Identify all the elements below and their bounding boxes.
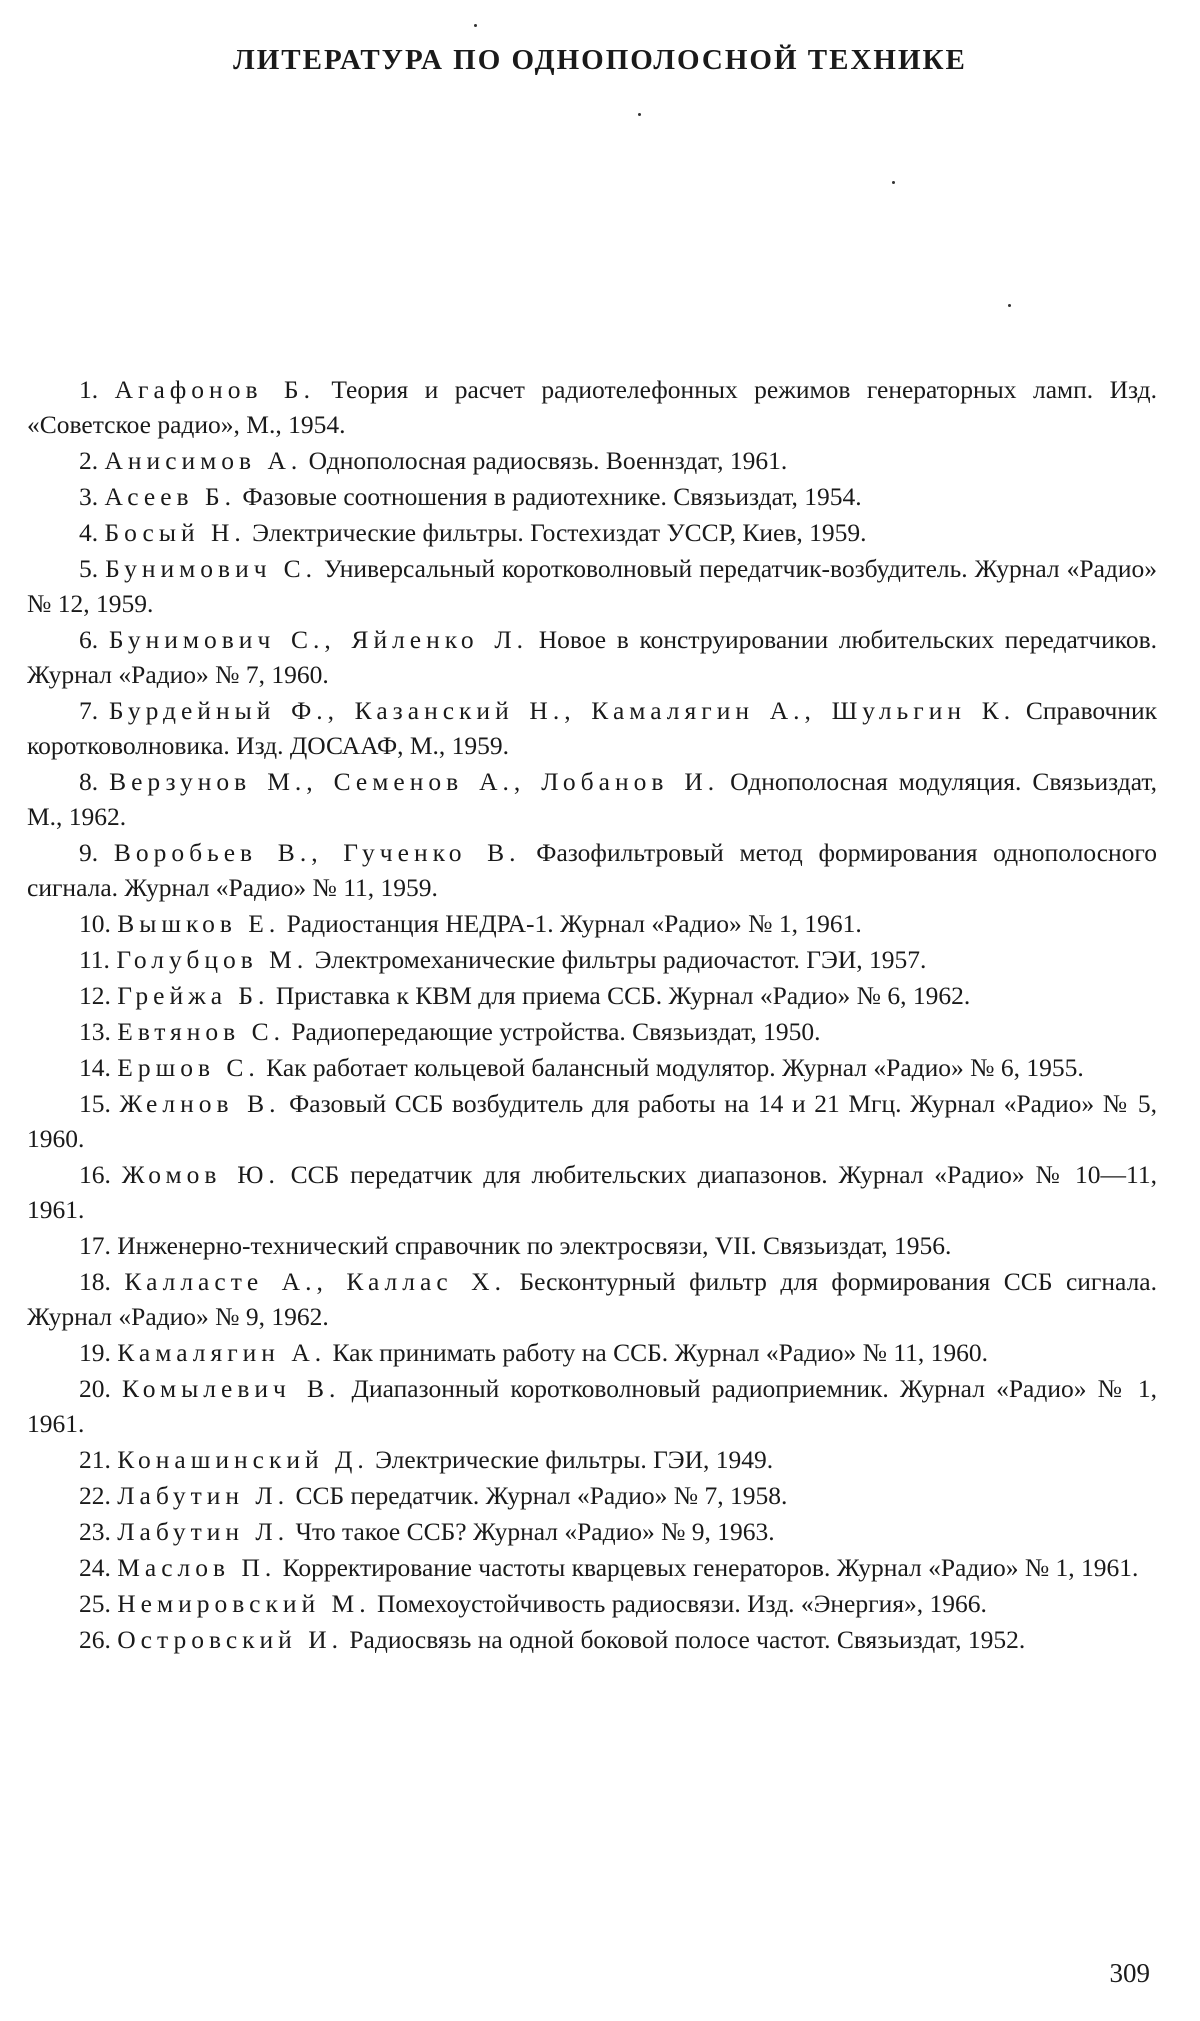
reference-number: 26. (79, 1625, 111, 1654)
reference-entry (27, 1514, 1157, 1549)
scan-speck (892, 181, 895, 184)
reference-text: Инженерно-технический справочник по электросвязи, VII. Связьиздат, 1956. (117, 1231, 952, 1260)
reference-entry (27, 1586, 1157, 1621)
reference-list (27, 372, 1157, 1658)
reference-author: Анисимов А. (104, 446, 303, 475)
reference-entry (27, 1086, 1157, 1156)
reference-text: Универсальный коротковолновый передатчик-возбудитель. Журнал «Радио» № 12, 1959. (27, 554, 1158, 618)
reference-author: Маслов П. (117, 1553, 277, 1582)
page-title: ЛИТЕРАТУРА ПО ОДНОПОЛОСНОЙ ТЕХНИКЕ (233, 44, 967, 76)
reference-entry (27, 1228, 1157, 1263)
reference-entry (27, 1335, 1157, 1370)
reference-entry (27, 942, 1157, 977)
reference-entry (27, 1157, 1157, 1227)
reference-text: ССБ передатчик для любительских диапазонов. Журнал «Радио» № 10—11, 1961. (27, 1160, 1157, 1224)
reference-number: 25. (79, 1589, 111, 1618)
reference-number: 23. (79, 1517, 111, 1546)
reference-entry (27, 515, 1157, 550)
reference-text: Теория и расчет радиотелефонных режимов генераторных ламп. Изд. «Советское радио», М., 1954. (27, 375, 1158, 439)
reference-number: 16. (79, 1160, 111, 1189)
reference-number: 4. (79, 518, 99, 547)
reference-number: 2. (79, 446, 99, 475)
reference-entry (27, 443, 1157, 478)
reference-text: Радиосвязь на одной боковой полосе частот. Связьиздат, 1952. (349, 1625, 1026, 1654)
scan-speck (638, 113, 641, 116)
reference-text: Приставка к КВМ для приема ССБ. Журнал «Радио» № 6, 1962. (275, 981, 971, 1010)
reference-author: Калласте А., Каллас Х. (124, 1267, 506, 1296)
reference-text: Корректирование частоты кварцевых генераторов. Журнал «Радио» № 1, 1961. (282, 1553, 1139, 1582)
scan-speck (474, 24, 477, 27)
scan-speck (1008, 304, 1011, 307)
reference-text: Бесконтурный фильтр для формирования ССБ сигнала. Журнал «Радио» № 9, 1962. (27, 1267, 1158, 1331)
reference-author: Верзунов М., Семенов А., Лобанов И. (109, 767, 720, 796)
reference-entry (27, 551, 1157, 621)
reference-number: 24. (79, 1553, 111, 1582)
reference-number: 8. (79, 767, 99, 796)
reference-text: Справочник коротковолновика. Изд. ДОСААФ, М., 1959. (27, 696, 1158, 760)
reference-number: 13. (79, 1017, 111, 1046)
reference-text: Как работает кольцевой балансный модулятор. Журнал «Радио» № 6, 1955. (266, 1053, 1084, 1082)
reference-entry (27, 906, 1157, 941)
reference-text: Как принимать работу на ССБ. Журнал «Радио» № 11, 1960. (332, 1338, 989, 1367)
reference-text: Что такое ССБ? Журнал «Радио» № 9, 1963. (295, 1517, 775, 1546)
reference-author: Вышков Е. (117, 909, 281, 938)
reference-number: 19. (79, 1338, 111, 1367)
reference-entry (27, 764, 1157, 834)
reference-entry (27, 1550, 1157, 1585)
reference-number: 22. (79, 1481, 111, 1510)
reference-text: Электрические фильтры. ГЭИ, 1949. (375, 1445, 774, 1474)
reference-text: Диапазонный коротковолновый радиоприемник. Журнал «Радио» № 1, 1961. (27, 1374, 1157, 1438)
reference-entry (27, 1264, 1157, 1334)
reference-number: 1. (79, 375, 99, 404)
reference-entry (27, 978, 1157, 1013)
reference-author: Асеев Б. (104, 482, 236, 511)
reference-text: Фазофильтровый метод формирования однополосного сигнала. Журнал «Радио» № 11, 1959. (27, 838, 1158, 902)
reference-text: Помехоустойчивость радиосвязи. Изд. «Энергия», 1966. (376, 1589, 987, 1618)
reference-entry (27, 372, 1157, 442)
reference-entry (27, 1442, 1157, 1477)
reference-entry (27, 1050, 1157, 1085)
reference-entry (27, 1478, 1157, 1513)
reference-entry (27, 693, 1157, 763)
page-number: 309 (1109, 1958, 1150, 1988)
reference-text: Радиопередающие устройства. Связьиздат, 1950. (291, 1017, 821, 1046)
reference-author: Немировский М. (117, 1589, 371, 1618)
reference-author: Ершов С. (117, 1053, 260, 1082)
reference-text: Электромеханические фильтры радиочастот. ГЭИ, 1957. (314, 945, 927, 974)
reference-entry (27, 835, 1157, 905)
reference-entry (27, 1371, 1157, 1441)
reference-author: Воробьев В., Гученко В. (113, 838, 521, 867)
reference-number: 14. (79, 1053, 111, 1082)
reference-number: 11. (79, 945, 110, 974)
reference-author: Островский И. (117, 1625, 343, 1654)
reference-text: Однополосная радиосвязь. Военнздат, 1961. (308, 446, 788, 475)
reference-number: 7. (79, 696, 99, 725)
reference-author: Грейжа Б. (117, 981, 270, 1010)
reference-author: Комылевич В. (122, 1374, 341, 1403)
reference-author: Евтянов С. (117, 1017, 285, 1046)
reference-number: 10. (79, 909, 111, 938)
reference-entry (27, 622, 1157, 692)
reference-text: Фазовый ССБ возбудитель для работы на 14 и 21 Мгц. Журнал «Радио» № 5, 1960. (27, 1089, 1158, 1153)
reference-author: Голубцов М. (116, 945, 309, 974)
reference-text: Однополосная модуляция. Связьиздат, М., 1962. (27, 767, 1158, 831)
reference-number: 12. (79, 981, 111, 1010)
reference-number: 18. (79, 1267, 111, 1296)
reference-number: 15. (79, 1089, 111, 1118)
reference-author: Конашинский Д. (117, 1445, 369, 1474)
reference-author: Лабутин Л. (117, 1517, 290, 1546)
reference-number: 17. (79, 1231, 111, 1260)
reference-text: Радиостанция НЕДРА-1. Журнал «Радио» № 1, 1961. (286, 909, 862, 938)
reference-text: Фазовые соотношения в радиотехнике. Связьиздат, 1954. (242, 482, 862, 511)
reference-entry (27, 479, 1157, 514)
reference-number: 6. (79, 625, 99, 654)
reference-author: Бурдейный Ф., Казанский Н., Камалягин А., Шульгин К. (108, 696, 1016, 725)
reference-number: 9. (79, 838, 99, 867)
reference-author: Жомов Ю. (121, 1160, 280, 1189)
reference-author: Камалягин А. (117, 1338, 327, 1367)
reference-text: Электрические фильтры. Гостехиздат УССР, Киев, 1959. (252, 518, 867, 547)
reference-entry (27, 1622, 1157, 1657)
reference-author: Агафонов Б. (114, 375, 315, 404)
reference-entry (27, 1014, 1157, 1049)
reference-number: 20. (79, 1374, 111, 1403)
reference-text: Новое в конструировании любительских передатчиков. Журнал «Радио» № 7, 1960. (27, 625, 1158, 689)
reference-author: Лабутин Л. (117, 1481, 290, 1510)
reference-author: Бунимович С., Яйленко Л. (108, 625, 528, 654)
reference-author: Босый Н. (104, 518, 246, 547)
reference-number: 3. (79, 482, 99, 511)
reference-number: 21. (79, 1445, 111, 1474)
reference-text: ССБ передатчик. Журнал «Радио» № 7, 1958. (295, 1481, 788, 1510)
reference-author: Бунимович С. (105, 554, 317, 583)
reference-number: 5. (79, 554, 99, 583)
reference-author: Желнов В. (119, 1089, 281, 1118)
